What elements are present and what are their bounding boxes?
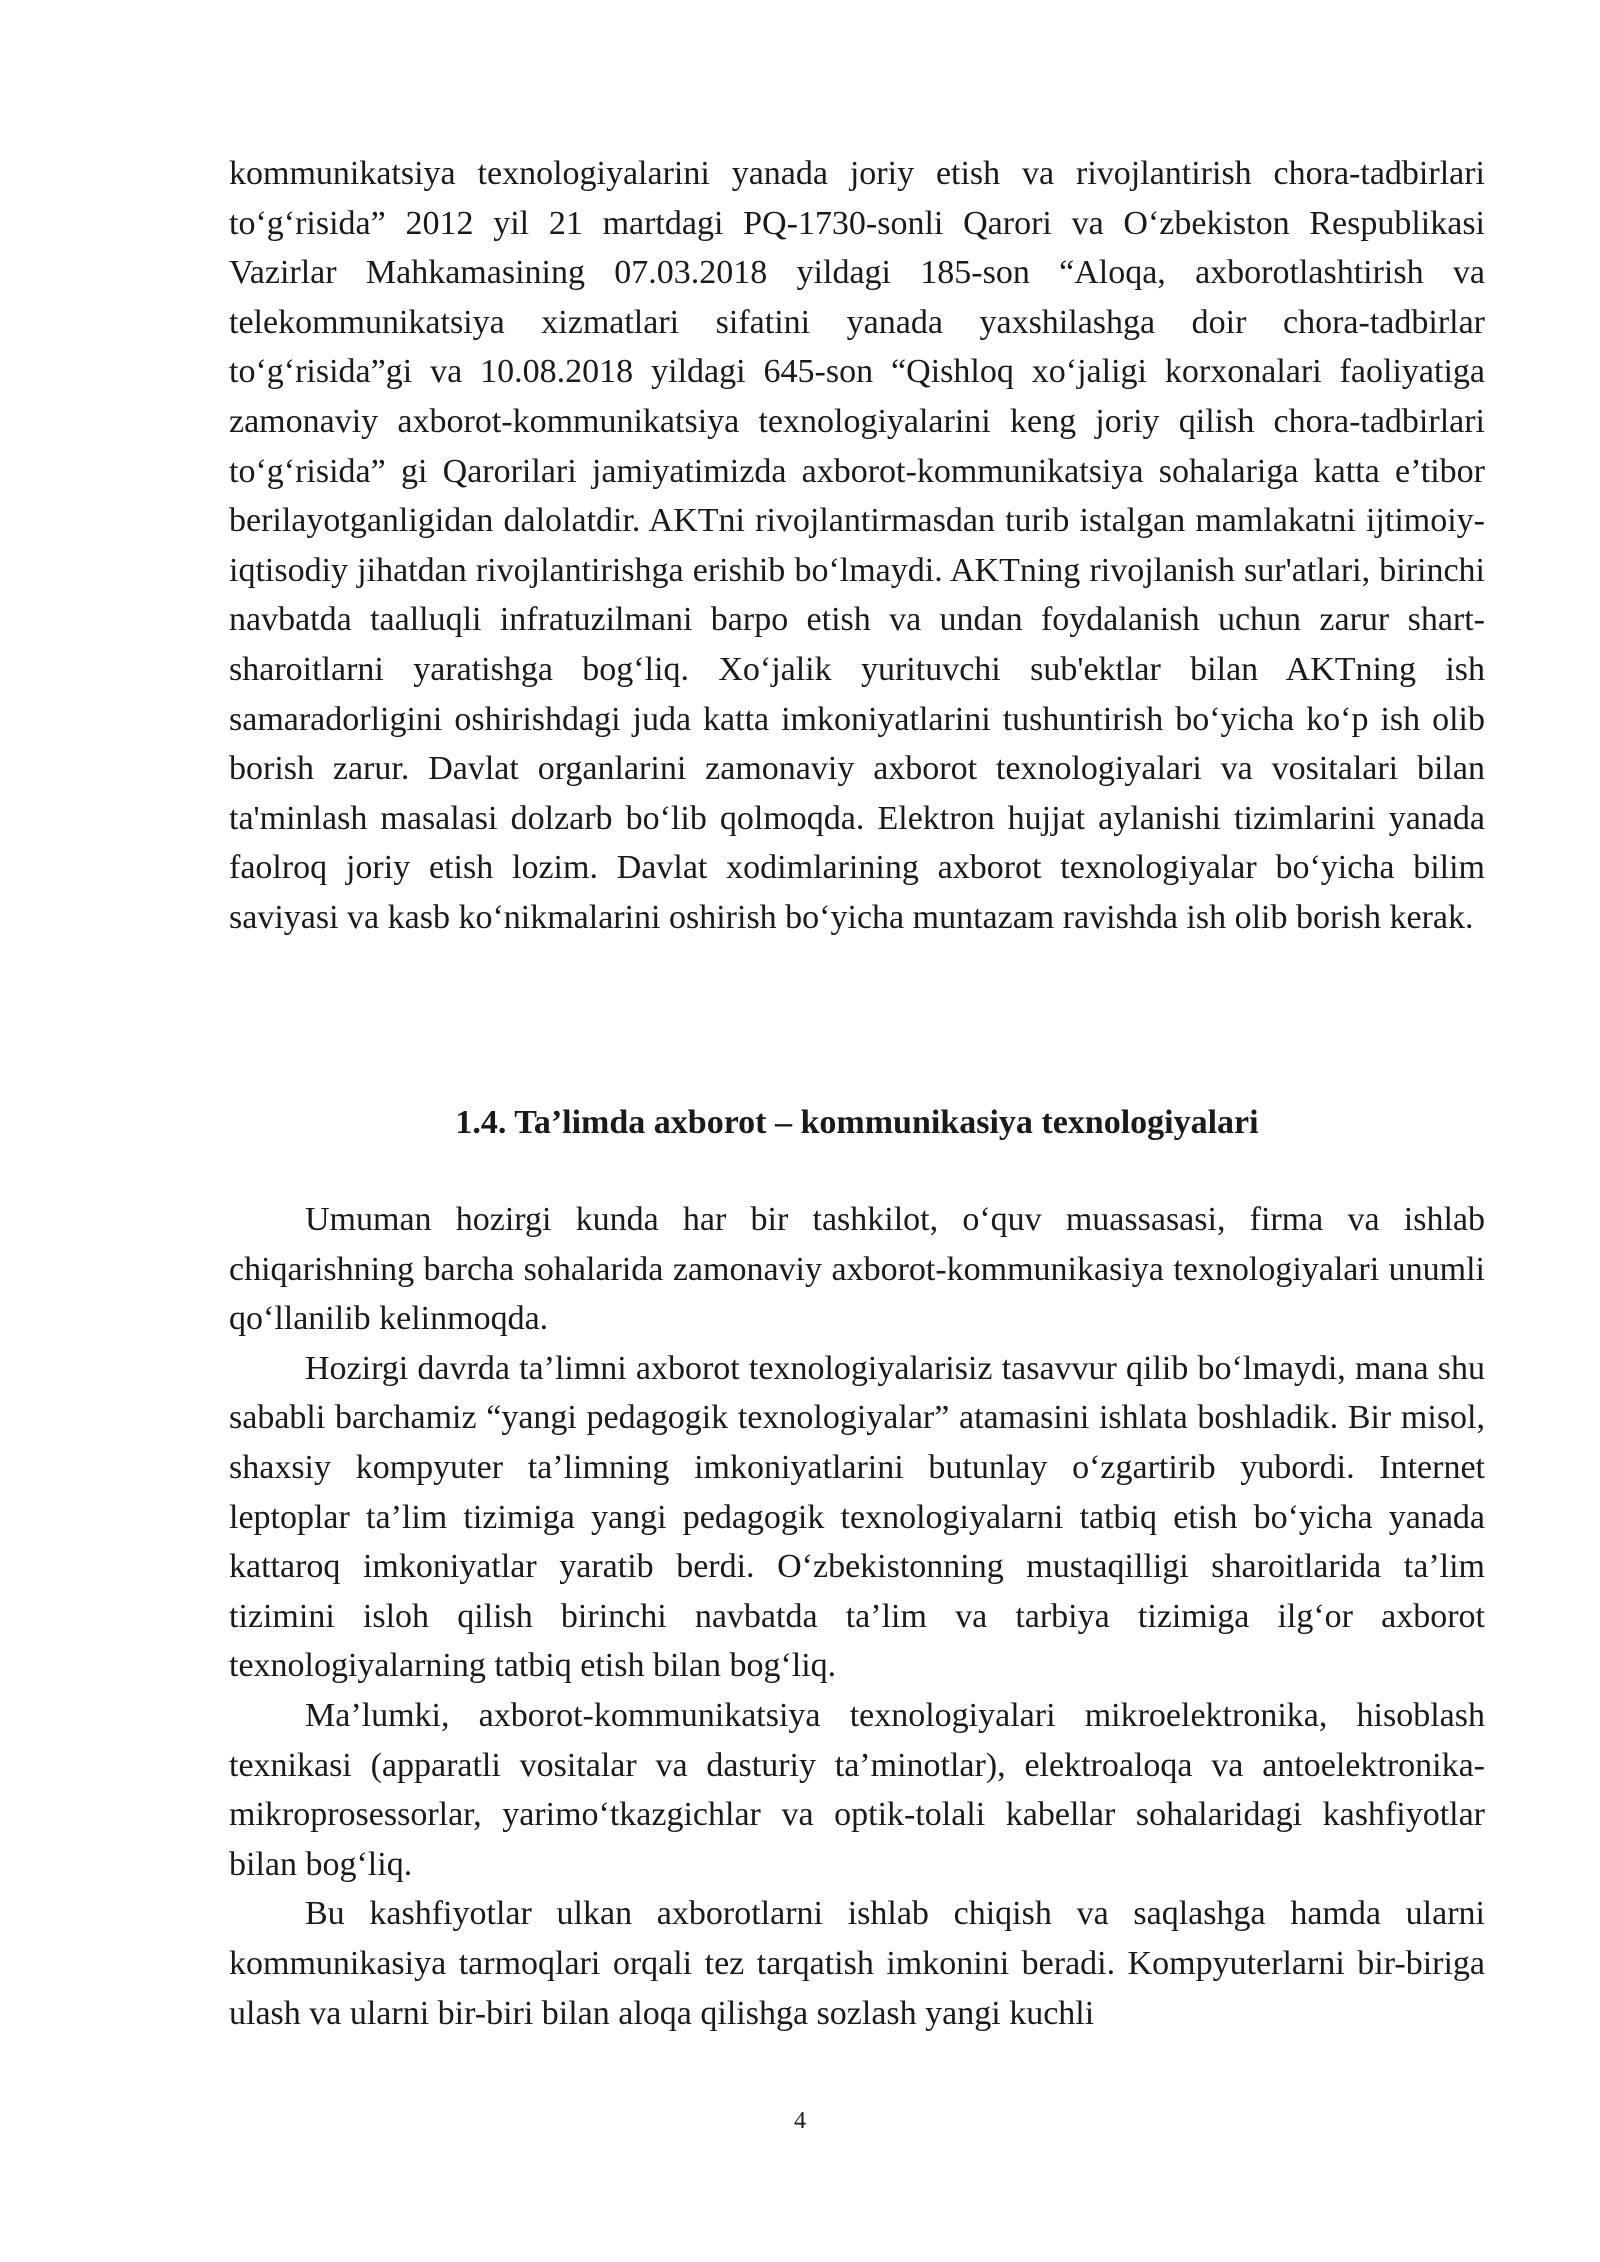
section-body: [229, 1195, 1485, 2038]
body-paragraph: Bu kashfiyotlar ulkan axborotlarni ishlab chiqish va saqlashga hamda ularni kommunikasiya tarmoqlari orqali tez tarqatish imkonini beradi. Kompyuterlarni bir-biriga ulash va ularni bir-biri bilan aloqa qilishga sozlash yangi kuchli: [229, 1895, 1485, 2032]
intro-paragraph: kommunikatsiya texnologiyalarini yanada joriy etish va rivojlantirish chora-tadbirlari to‘g‘risida” 2012 yil 21 martdagi PQ-1730-sonli Qarori va O‘zbekiston Respublikasi Vazirlar Mahkamasining 07.03.2018 yildagi 185-son “Aloqa, axborotlashtirish va telekommunikatsiya xizmatlari sifatini yanada yaxshilashga doir chora-tadbirlar to‘g‘risida”gi va 10.08.2018 yildagi 645-son “Qishloq xo‘jaligi korxonalari faoliyatiga zamonaviy axborot-kommunikatsiya texnologiyalarini keng joriy qilish chora-tadbirlari to‘g‘risida” gi Qarorilari jamiyatimizda axborot-kommunikatsiya sohalariga katta e’tibor berilayotganligidan dalolatdir. AKTni rivojlantirmasdan turib istalgan mamlakatni ijtimoiy-iqtisodiy jihatdan rivojlantirishga erishib bo‘lmaydi. AKTning rivojlanish sur'atlari, birinchi navbatda taalluqli infratuzilmani barpo etish va undan foydalanish uchun zarur shart-sharoitlarni yaratishga bog‘liq. Xo‘jalik yurituvchi sub'ektlar bilan AKTning ish samaradorligini oshirishdagi juda katta imkoniyatlarini tushuntirish bo‘yicha ko‘p ish olib borish zarur. Davlat organlarini zamonaviy axborot texnologiyalari va vositalari bilan ta'minlash masalasi dolzarb bo‘lib qolmoqda. Elektron hujjat aylanishi tizimlarini yanada faolroq joriy etish lozim. Davlat xodimlarining axborot texnologiyalar bo‘yicha bilim saviyasi va kasb ko‘nikmalarini oshirish bo‘yicha muntazam ravishda ish olib borish kerak.: [229, 155, 1485, 936]
body-paragraph: Umuman hozirgi kunda har bir tashkilot, o‘quv muassasasi, firma va ishlab chiqarishning barcha sohalarida zamonaviy axborot-kommunikasiya texnologiyalari unumli qo‘llanilib kelinmoqda.: [229, 1201, 1485, 1338]
body-paragraph: Ma’lumki, axborot-kommunikatsiya texnologiyalari mikroelektronika, hisoblash texnikasi (apparatli vositalar va dasturiy ta’minotlar), elektroaloqa va antoelektronika-mikroprosessorlar, yarimo‘tkazgichlar va optik-tolali kabellar sohalaridagi kashfiyotlar bilan bog‘liq.: [229, 1696, 1485, 1883]
page-number: 4: [794, 2108, 806, 2134]
body-paragraph: Hozirgi davrda ta’limni axborot texnologiyalarisiz tasavvur qilib bo‘lmaydi, mana shu sababli barchamiz “yangi pedagogik texnologiyalar” atamasini ishlata boshladik. Bir misol, shaxsiy kompyuter ta’limning imkoniyatlarini butunlay o‘zgartirib yubordi. Internet leptoplar ta’lim tizimiga yangi pedagogik texnologiyalarni tatbiq etish bo‘yicha yanada kattaroq imkoniyatlar yaratib berdi. O‘zbekistonning mustaqilligi sharoitlarida ta’lim tizimini isloh qilish birinchi navbatda ta’lim va tarbiya tizimiga ilg‘or axborot texnologiyalarning tatbiq etish bilan bog‘liq.: [229, 1349, 1485, 1685]
intro-text-block: [229, 149, 1485, 943]
section-heading: 1.4. Ta’limda axborot – kommunikasiya texnologiyalari: [455, 1104, 1259, 1141]
